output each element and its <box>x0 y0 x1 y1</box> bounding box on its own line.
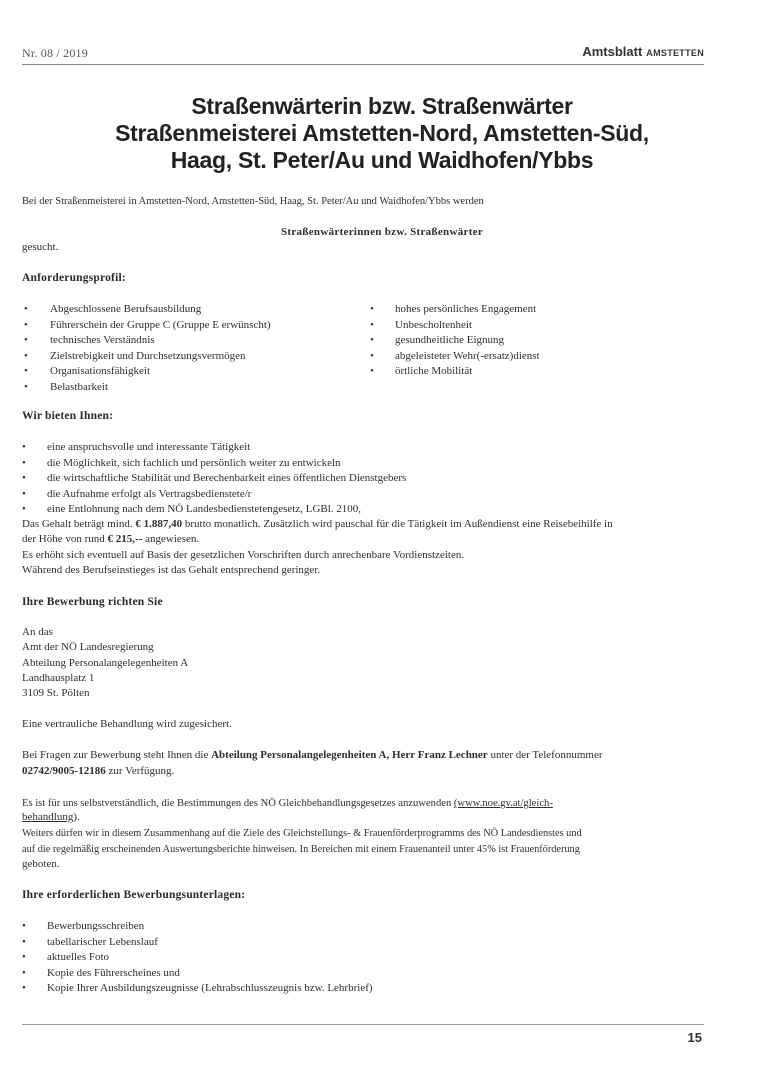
offer-item-text: die wirtschaftliche Stabilität und Berechenbarkeit eines öffentlichen Dienstgebers <box>47 472 407 484</box>
document-item <box>22 981 373 996</box>
address-line: Abteilung Personalangelegenheiten A <box>22 656 189 669</box>
position-title: Straßenwärterinnen bzw. Straßenwärter <box>280 226 484 238</box>
requirement-item-text: abgeleisteter Wehr(-ersatz)dienst <box>395 349 540 362</box>
requirement-item <box>370 318 710 333</box>
equality-link-part2[interactable]: behandlung <box>22 811 74 823</box>
requirement-item-text: Belastbarkeit <box>50 380 109 393</box>
bullet-icon: • <box>22 951 26 963</box>
requirement-item <box>370 364 710 379</box>
contact-person: Abteilung Personalangelegenheiten A, Herr Franz Lechner <box>211 749 488 761</box>
salary-amount: € 1.887,40 <box>135 518 183 530</box>
bullet-icon: • <box>22 982 26 994</box>
requirement-item-text: gesundheitliche Eignung <box>395 334 505 346</box>
contact-phone: 02742/9005-12186 <box>22 765 106 777</box>
offer-item <box>22 471 407 486</box>
offer-item-text: die Aufnahme erfolgt als Vertragsbedienstete/r <box>47 487 252 500</box>
page-header <box>22 44 704 62</box>
requirement-item <box>24 333 364 348</box>
title-line-2: Straßenmeisterei Amstetten-Nord, Amstetten-Süd, <box>115 120 649 146</box>
address-line: Landhausplatz 1 <box>22 671 95 684</box>
publication-name <box>582 44 704 59</box>
application-heading: Ihre Bewerbung richten Sie <box>22 596 163 608</box>
bullet-icon: • <box>24 349 28 362</box>
requirement-item <box>24 302 364 317</box>
allowance-line <box>22 532 199 547</box>
document-item <box>22 966 362 981</box>
bullet-icon: • <box>22 456 26 469</box>
header-divider <box>22 64 704 65</box>
allowance-post: angewiesen. <box>145 533 200 545</box>
requirements-heading: Anforderungsprofil: <box>22 272 126 284</box>
equality-line-4: auf die regelmäßig erscheinenden Auswertungsberichte hinweisen. In Bereichen mit einem Frauenanteil unter 45% ist Frauenförderung <box>22 844 580 855</box>
document-item <box>22 919 362 934</box>
document-item-text: Bewerbungsschreiben <box>47 920 145 932</box>
contact-pre: Bei Fragen zur Bewerbung steht Ihnen die <box>22 749 209 761</box>
address-line: An das <box>22 626 53 638</box>
bullet-icon: • <box>22 472 26 484</box>
document-item <box>22 950 362 965</box>
contact-phone-post: zur Verfügung. <box>108 765 175 777</box>
bullet-icon: • <box>22 503 26 515</box>
document-item-text: Kopie des Führerscheines und <box>47 966 180 979</box>
intro-text: Bei der Straßenmeisterei in Amstetten-Nord, Amstetten-Süd, Haag, St. Peter/Au und Waidhofen/Ybbs werden <box>22 196 484 207</box>
document-item-text: tabellarischer Lebenslauf <box>47 935 158 948</box>
document-item-text: Kopie Ihrer Ausbildungszeugnisse (Lehrabschlusszeugnis bzw. Lehrbrief) <box>47 982 373 994</box>
bullet-icon: • <box>24 380 28 393</box>
requirement-item <box>370 349 710 364</box>
requirement-item-text: Unbescholtenheit <box>395 318 472 331</box>
offer-item <box>22 440 362 455</box>
bullet-icon: • <box>370 334 374 346</box>
footer-divider <box>22 1024 704 1025</box>
bullet-icon: • <box>24 318 28 331</box>
offer-item-text: die Möglichkeit, sich fachlich und persönlich weiter zu entwickeln <box>47 456 341 469</box>
offer-item-text: eine Entlohnung nach dem NÖ Landesbedienstetengesetz, LGBl. 2100, <box>47 503 362 515</box>
requirement-item <box>370 302 710 317</box>
document-item-text: aktuelles Foto <box>47 951 110 963</box>
salary-line <box>22 517 613 532</box>
documents-heading: Ihre erforderlichen Bewerbungsunterlagen: <box>22 889 246 901</box>
allowance-amount: € 215,-- <box>107 533 143 545</box>
requirement-item-text: Organisationsfähigkeit <box>50 365 150 377</box>
issue-number: Nr. 08 / 2019 <box>22 46 88 60</box>
salary-note-1: Es erhöht sich eventuell auf Basis der gesetzlichen Vorschriften durch anrechenbare Vordienstzeiten. <box>22 549 465 561</box>
equality-line1-text: Es ist für uns selbstverständlich, die Bestimmungen des NÖ Gleichbehandlungsgesetzes anzuwenden <box>22 798 452 809</box>
bullet-icon: • <box>24 334 28 346</box>
salary-note-2: Während des Berufseinstieges ist das Gehalt entsprechend geringer. <box>22 564 321 576</box>
address-line: Amt der NÖ Landesregierung <box>22 641 154 654</box>
document-item <box>22 935 362 950</box>
requirement-item-text: Abgeschlossene Berufsausbildung <box>50 303 202 315</box>
requirement-item <box>370 333 710 348</box>
equality-line-3: Weiters dürfen wir in diesem Zusammenhang auf die Ziele des Gleichstellungs- & Frauenförderprogramms des NÖ Landesdienstes und <box>22 828 582 839</box>
requirement-item-text: Führerschein der Gruppe C (Gruppe E erwünscht) <box>50 318 271 331</box>
offer-item-text: eine anspruchsvolle und interessante Tätigkeit <box>47 441 251 453</box>
address-line: 3109 St. Pölten <box>22 687 90 700</box>
offer-item <box>22 487 362 502</box>
bullet-icon: • <box>370 303 374 315</box>
bullet-icon: • <box>24 303 28 315</box>
equality-line-1 <box>22 796 553 811</box>
publication-title: Amtsblatt <box>582 44 643 59</box>
title-line-3: Haag, St. Peter/Au und Waidhofen/Ybbs <box>170 147 594 173</box>
requirement-item-text: Zielstrebigkeit und Durchsetzungsvermögen <box>50 349 246 362</box>
bullet-icon: • <box>370 365 374 377</box>
contact-post: unter der Telefonnummer <box>490 749 603 761</box>
sought-text: gesucht. <box>22 241 59 253</box>
allowance-pre: der Höhe von rund <box>22 533 105 545</box>
contact-phone-line <box>22 764 174 779</box>
requirement-item-text: technisches Verständnis <box>50 334 155 346</box>
requirement-item <box>24 318 364 333</box>
bullet-icon: • <box>24 365 28 377</box>
contact-line <box>22 748 603 763</box>
page-number: 15 <box>687 1030 702 1045</box>
equality-link-part1[interactable]: (www.noe.gv.at/gleich- <box>453 798 553 809</box>
bullet-icon: • <box>22 966 26 979</box>
bullet-icon: • <box>22 487 26 500</box>
requirement-item <box>24 380 364 395</box>
requirement-item-text: hohes persönliches Engagement <box>395 303 537 315</box>
offer-heading: Wir bieten Ihnen: <box>22 410 114 422</box>
title-line-1: Straßenwärterin bzw. Straßenwärter <box>191 93 573 119</box>
equality-link-end: ). <box>73 811 80 823</box>
offer-item <box>22 456 362 471</box>
equality-line-5: geboten. <box>22 858 60 870</box>
requirement-item-text: örtliche Mobilität <box>395 365 473 377</box>
requirement-item <box>24 364 364 379</box>
bullet-icon: • <box>370 349 374 362</box>
bullet-icon: • <box>22 935 26 948</box>
offer-item <box>22 502 362 517</box>
salary-post: brutto monatlich. Zusätzlich wird pauschal für die Tätigkeit im Außendienst eine Reisebeihilfe in <box>184 518 613 530</box>
requirement-item <box>24 349 364 364</box>
bullet-icon: • <box>22 441 26 453</box>
salary-pre: Das Gehalt beträgt mind. <box>22 518 133 530</box>
publication-city: AMSTETTEN <box>646 48 704 58</box>
bullet-icon: • <box>22 920 26 932</box>
confidential-note: Eine vertrauliche Behandlung wird zugesichert. <box>22 718 232 730</box>
bullet-icon: • <box>370 318 374 331</box>
equality-line-2 <box>22 810 80 825</box>
page-title <box>0 93 764 174</box>
